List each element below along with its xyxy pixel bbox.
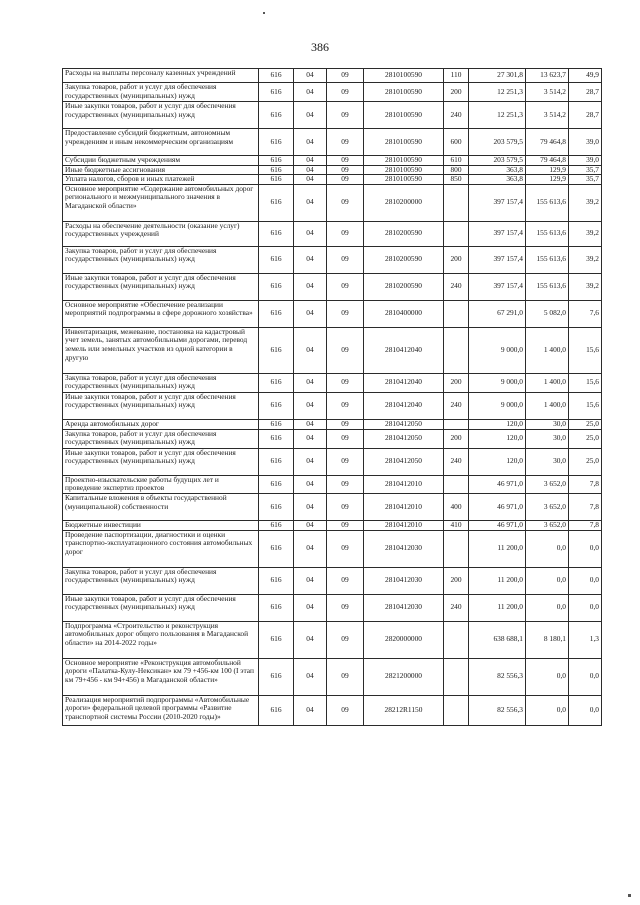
row-grbs-cell: 616 — [259, 327, 294, 373]
row-name-cell: Основное мероприятие «Обеспечение реализации мероприятий подпрограммы в сфере дорожного хозяйства» — [63, 300, 259, 327]
row-name-cell: Иные закупки товаров, работ и услуг для обеспечения государственных (муниципальных) нужд — [63, 392, 259, 419]
row-plan-cell: 120,0 — [469, 448, 526, 475]
row-percent-cell: 0,0 — [569, 530, 602, 567]
row-target-item-cell: 2810100590 — [364, 69, 444, 83]
row-percent-cell: 7,8 — [569, 475, 602, 493]
row-grbs-cell: 616 — [259, 594, 294, 621]
row-section-cell: 04 — [294, 594, 327, 621]
table-row — [63, 567, 602, 594]
row-expense-type-cell: 200 — [444, 429, 469, 448]
row-grbs-cell: 616 — [259, 156, 294, 166]
row-grbs-cell: 616 — [259, 221, 294, 246]
row-plan-cell: 11 200,0 — [469, 567, 526, 594]
row-target-item-cell: 2810100590 — [364, 175, 444, 185]
row-fact-cell: 0,0 — [526, 567, 569, 594]
row-target-item-cell: 2810200590 — [364, 221, 444, 246]
row-expense-type-cell — [444, 658, 469, 695]
row-grbs-cell: 616 — [259, 129, 294, 156]
row-expense-type-cell: 200 — [444, 246, 469, 273]
row-fact-cell: 0,0 — [526, 530, 569, 567]
row-grbs-cell: 616 — [259, 530, 294, 567]
row-percent-cell: 15,6 — [569, 392, 602, 419]
row-section-cell: 04 — [294, 273, 327, 300]
table-row — [63, 165, 602, 175]
row-fact-cell: 0,0 — [526, 594, 569, 621]
table-row — [63, 658, 602, 695]
table-row — [63, 327, 602, 373]
row-name-cell: Аренда автомобильных дорог — [63, 419, 259, 429]
row-fact-cell: 1 400,0 — [526, 392, 569, 419]
table-row — [63, 493, 602, 520]
row-percent-cell: 39,2 — [569, 184, 602, 221]
row-subsection-cell: 09 — [327, 594, 364, 621]
row-percent-cell: 7,8 — [569, 520, 602, 530]
row-section-cell: 04 — [294, 300, 327, 327]
row-name-cell: Иные закупки товаров, работ и услуг для обеспечения государственных (муниципальных) нужд — [63, 102, 259, 129]
table-row — [63, 300, 602, 327]
row-fact-cell: 155 613,6 — [526, 273, 569, 300]
row-subsection-cell: 09 — [327, 184, 364, 221]
row-grbs-cell: 616 — [259, 448, 294, 475]
table-row — [63, 373, 602, 392]
row-percent-cell: 35,7 — [569, 175, 602, 185]
row-target-item-cell: 2810100590 — [364, 102, 444, 129]
row-target-item-cell: 2821200000 — [364, 658, 444, 695]
row-plan-cell: 397 157,4 — [469, 221, 526, 246]
row-grbs-cell: 616 — [259, 184, 294, 221]
row-percent-cell: 39,0 — [569, 129, 602, 156]
row-subsection-cell: 09 — [327, 175, 364, 185]
row-expense-type-cell — [444, 530, 469, 567]
row-name-cell: Основное мероприятие «Содержание автомобильных дорог регионального и межмуниципального значения в Магаданской области» — [63, 184, 259, 221]
row-expense-type-cell: 240 — [444, 102, 469, 129]
row-expense-type-cell: 110 — [444, 69, 469, 83]
row-subsection-cell: 09 — [327, 246, 364, 273]
row-percent-cell: 7,8 — [569, 493, 602, 520]
row-name-cell: Инвентаризация, межевание, постановка на кадастровый учет земель, занятых автомобильными дорогами, перевод земель или земельных участков из одной категории в другую — [63, 327, 259, 373]
row-fact-cell: 155 613,6 — [526, 246, 569, 273]
row-percent-cell: 49,9 — [569, 69, 602, 83]
table-row — [63, 448, 602, 475]
row-name-cell: Закупка товаров, работ и услуг для обеспечения государственных (муниципальных) нужд — [63, 246, 259, 273]
row-grbs-cell: 616 — [259, 373, 294, 392]
row-fact-cell: 3 514,2 — [526, 83, 569, 102]
table-row — [63, 594, 602, 621]
row-section-cell: 04 — [294, 373, 327, 392]
row-plan-cell: 46 971,0 — [469, 493, 526, 520]
row-expense-type-cell: 240 — [444, 594, 469, 621]
table-row — [63, 429, 602, 448]
row-target-item-cell: 2810100590 — [364, 129, 444, 156]
row-plan-cell: 397 157,4 — [469, 246, 526, 273]
row-section-cell: 04 — [294, 530, 327, 567]
row-target-item-cell: 2810412040 — [364, 392, 444, 419]
row-grbs-cell: 616 — [259, 475, 294, 493]
row-subsection-cell: 09 — [327, 83, 364, 102]
table-row — [63, 102, 602, 129]
row-expense-type-cell: 410 — [444, 520, 469, 530]
row-plan-cell: 82 556,3 — [469, 658, 526, 695]
row-fact-cell: 3 652,0 — [526, 475, 569, 493]
row-fact-cell: 30,0 — [526, 448, 569, 475]
row-expense-type-cell — [444, 695, 469, 725]
row-grbs-cell: 616 — [259, 273, 294, 300]
row-grbs-cell: 616 — [259, 69, 294, 83]
row-section-cell: 04 — [294, 184, 327, 221]
row-fact-cell: 1 400,0 — [526, 327, 569, 373]
row-grbs-cell: 616 — [259, 658, 294, 695]
row-target-item-cell: 2810200590 — [364, 246, 444, 273]
row-subsection-cell: 09 — [327, 273, 364, 300]
table-row — [63, 419, 602, 429]
row-name-cell: Иные закупки товаров, работ и услуг для обеспечения государственных (муниципальных) нужд — [63, 448, 259, 475]
row-name-cell: Иные бюджетные ассигнования — [63, 165, 259, 175]
row-percent-cell: 15,6 — [569, 327, 602, 373]
row-fact-cell: 3 514,2 — [526, 102, 569, 129]
row-name-cell: Капитальные вложения в объекты государственной (муниципальной) собственности — [63, 493, 259, 520]
row-expense-type-cell — [444, 621, 469, 658]
row-percent-cell: 1,3 — [569, 621, 602, 658]
row-plan-cell: 46 971,0 — [469, 520, 526, 530]
row-fact-cell: 5 082,0 — [526, 300, 569, 327]
row-percent-cell: 15,6 — [569, 373, 602, 392]
row-section-cell: 04 — [294, 695, 327, 725]
row-plan-cell: 363,8 — [469, 175, 526, 185]
scan-dot — [263, 12, 265, 14]
row-section-cell: 04 — [294, 327, 327, 373]
row-fact-cell: 129,9 — [526, 165, 569, 175]
row-target-item-cell: 2810200590 — [364, 273, 444, 300]
row-subsection-cell: 09 — [327, 695, 364, 725]
row-name-cell: Иные закупки товаров, работ и услуг для обеспечения государственных (муниципальных) нужд — [63, 273, 259, 300]
row-section-cell: 04 — [294, 156, 327, 166]
row-subsection-cell: 09 — [327, 530, 364, 567]
row-percent-cell: 35,7 — [569, 165, 602, 175]
row-plan-cell: 120,0 — [469, 429, 526, 448]
row-expense-type-cell — [444, 327, 469, 373]
row-name-cell: Уплата налогов, сборов и иных платежей — [63, 175, 259, 185]
row-section-cell: 04 — [294, 429, 327, 448]
row-plan-cell: 120,0 — [469, 419, 526, 429]
table-row — [63, 530, 602, 567]
row-target-item-cell: 2810412040 — [364, 327, 444, 373]
row-plan-cell: 9 000,0 — [469, 373, 526, 392]
row-section-cell: 04 — [294, 175, 327, 185]
row-expense-type-cell: 610 — [444, 156, 469, 166]
row-percent-cell: 28,7 — [569, 102, 602, 129]
row-target-item-cell: 2810412040 — [364, 373, 444, 392]
row-grbs-cell: 616 — [259, 621, 294, 658]
table-row — [63, 520, 602, 530]
row-section-cell: 04 — [294, 475, 327, 493]
row-fact-cell: 8 180,1 — [526, 621, 569, 658]
table-row — [63, 156, 602, 166]
table-row — [63, 621, 602, 658]
row-expense-type-cell — [444, 300, 469, 327]
row-fact-cell: 13 623,7 — [526, 69, 569, 83]
row-name-cell: Проведение паспортизации, диагностики и оценки транспортно-эксплуатационного состояния автомобильных дорог — [63, 530, 259, 567]
row-target-item-cell: 2810412050 — [364, 419, 444, 429]
scan-dot — [628, 894, 631, 897]
row-section-cell: 04 — [294, 221, 327, 246]
row-name-cell: Иные закупки товаров, работ и услуг для обеспечения государственных (муниципальных) нужд — [63, 594, 259, 621]
row-section-cell: 04 — [294, 83, 327, 102]
row-section-cell: 04 — [294, 392, 327, 419]
table-row — [63, 695, 602, 725]
row-subsection-cell: 09 — [327, 102, 364, 129]
row-target-item-cell: 2810412030 — [364, 567, 444, 594]
row-plan-cell: 11 200,0 — [469, 530, 526, 567]
table-row — [63, 69, 602, 83]
row-name-cell: Бюджетные инвестиции — [63, 520, 259, 530]
row-name-cell: Расходы на выплаты персоналу казенных учреждений — [63, 69, 259, 83]
row-name-cell: Предоставление субсидий бюджетным, автономным учреждениям и иным некоммерческим организациям — [63, 129, 259, 156]
row-grbs-cell: 616 — [259, 419, 294, 429]
row-target-item-cell: 28212R1150 — [364, 695, 444, 725]
row-expense-type-cell: 240 — [444, 273, 469, 300]
row-plan-cell: 9 000,0 — [469, 392, 526, 419]
row-subsection-cell: 09 — [327, 392, 364, 419]
row-subsection-cell: 09 — [327, 429, 364, 448]
row-plan-cell: 12 251,3 — [469, 83, 526, 102]
row-expense-type-cell — [444, 475, 469, 493]
row-grbs-cell: 616 — [259, 102, 294, 129]
row-subsection-cell: 09 — [327, 419, 364, 429]
row-subsection-cell: 09 — [327, 493, 364, 520]
row-name-cell: Закупка товаров, работ и услуг для обеспечения государственных (муниципальных) нужд — [63, 373, 259, 392]
row-percent-cell: 0,0 — [569, 567, 602, 594]
row-percent-cell: 7,6 — [569, 300, 602, 327]
row-grbs-cell: 616 — [259, 429, 294, 448]
row-expense-type-cell: 240 — [444, 448, 469, 475]
row-subsection-cell: 09 — [327, 448, 364, 475]
row-subsection-cell: 09 — [327, 520, 364, 530]
row-section-cell: 04 — [294, 129, 327, 156]
row-grbs-cell: 616 — [259, 695, 294, 725]
row-subsection-cell: 09 — [327, 475, 364, 493]
row-target-item-cell: 2810400000 — [364, 300, 444, 327]
row-fact-cell: 129,9 — [526, 175, 569, 185]
row-fact-cell: 155 613,6 — [526, 221, 569, 246]
row-subsection-cell: 09 — [327, 300, 364, 327]
row-subsection-cell: 09 — [327, 567, 364, 594]
row-fact-cell: 0,0 — [526, 695, 569, 725]
row-section-cell: 04 — [294, 658, 327, 695]
row-plan-cell: 82 556,3 — [469, 695, 526, 725]
row-expense-type-cell: 240 — [444, 392, 469, 419]
row-name-cell: Закупка товаров, работ и услуг для обеспечения государственных (муниципальных) нужд — [63, 567, 259, 594]
row-grbs-cell: 616 — [259, 246, 294, 273]
row-target-item-cell: 2820000000 — [364, 621, 444, 658]
row-target-item-cell: 2810412010 — [364, 475, 444, 493]
row-expense-type-cell: 850 — [444, 175, 469, 185]
page-number: 386 — [311, 40, 329, 54]
row-expense-type-cell: 200 — [444, 567, 469, 594]
row-name-cell: Закупка товаров, работ и услуг для обеспечения государственных (муниципальных) нужд — [63, 429, 259, 448]
row-expense-type-cell: 600 — [444, 129, 469, 156]
row-target-item-cell: 2810412010 — [364, 520, 444, 530]
row-subsection-cell: 09 — [327, 327, 364, 373]
row-plan-cell: 46 971,0 — [469, 475, 526, 493]
row-percent-cell: 39,2 — [569, 246, 602, 273]
row-target-item-cell: 2810200000 — [364, 184, 444, 221]
row-plan-cell: 12 251,3 — [469, 102, 526, 129]
row-name-cell: Реализация мероприятий подпрограммы «Автомобильные дороги» федеральной целевой программы «Развитие транспортной системы России (2010-2020 годы)» — [63, 695, 259, 725]
row-fact-cell: 79 464,8 — [526, 129, 569, 156]
row-percent-cell: 25,0 — [569, 419, 602, 429]
table-row — [63, 129, 602, 156]
row-percent-cell: 39,2 — [569, 221, 602, 246]
row-percent-cell: 25,0 — [569, 448, 602, 475]
row-grbs-cell: 616 — [259, 175, 294, 185]
row-expense-type-cell: 800 — [444, 165, 469, 175]
table-row — [63, 246, 602, 273]
table-row — [63, 175, 602, 185]
row-expense-type-cell — [444, 419, 469, 429]
row-name-cell: Подпрограмма «Строительство и реконструкция автомобильных дорог общего пользования в Магаданской области» на 2014-2022 годы» — [63, 621, 259, 658]
table-body — [63, 69, 602, 726]
row-plan-cell: 203 579,5 — [469, 129, 526, 156]
row-target-item-cell: 2810412010 — [364, 493, 444, 520]
budget-table — [62, 68, 602, 726]
row-section-cell: 04 — [294, 493, 327, 520]
row-fact-cell: 1 400,0 — [526, 373, 569, 392]
row-grbs-cell: 616 — [259, 520, 294, 530]
row-plan-cell: 363,8 — [469, 165, 526, 175]
row-percent-cell: 39,2 — [569, 273, 602, 300]
row-target-item-cell: 2810100590 — [364, 83, 444, 102]
row-percent-cell: 0,0 — [569, 658, 602, 695]
row-name-cell: Субсидии бюджетным учреждениям — [63, 156, 259, 166]
row-expense-type-cell: 400 — [444, 493, 469, 520]
row-subsection-cell: 09 — [327, 658, 364, 695]
row-target-item-cell: 2810100590 — [364, 165, 444, 175]
row-section-cell: 04 — [294, 102, 327, 129]
row-grbs-cell: 616 — [259, 567, 294, 594]
row-subsection-cell: 09 — [327, 69, 364, 83]
row-plan-cell: 203 579,5 — [469, 156, 526, 166]
row-plan-cell: 67 291,0 — [469, 300, 526, 327]
row-grbs-cell: 616 — [259, 392, 294, 419]
row-fact-cell: 30,0 — [526, 429, 569, 448]
row-section-cell: 04 — [294, 448, 327, 475]
row-plan-cell: 9 000,0 — [469, 327, 526, 373]
row-fact-cell: 30,0 — [526, 419, 569, 429]
row-subsection-cell: 09 — [327, 621, 364, 658]
row-plan-cell: 397 157,4 — [469, 184, 526, 221]
row-percent-cell: 39,0 — [569, 156, 602, 166]
table-row — [63, 273, 602, 300]
row-section-cell: 04 — [294, 520, 327, 530]
row-section-cell: 04 — [294, 165, 327, 175]
row-subsection-cell: 09 — [327, 221, 364, 246]
row-expense-type-cell — [444, 184, 469, 221]
row-target-item-cell: 2810412030 — [364, 594, 444, 621]
row-subsection-cell: 09 — [327, 165, 364, 175]
row-plan-cell: 27 301,8 — [469, 69, 526, 83]
row-fact-cell: 3 652,0 — [526, 520, 569, 530]
row-subsection-cell: 09 — [327, 156, 364, 166]
row-target-item-cell: 2810412050 — [364, 429, 444, 448]
table-row — [63, 221, 602, 246]
row-percent-cell: 0,0 — [569, 594, 602, 621]
row-plan-cell: 11 200,0 — [469, 594, 526, 621]
row-fact-cell: 79 464,8 — [526, 156, 569, 166]
row-name-cell: Проектно-изыскательские работы будущих лет и проведение экспертиз проектов — [63, 475, 259, 493]
table-row — [63, 392, 602, 419]
row-expense-type-cell — [444, 221, 469, 246]
row-grbs-cell: 616 — [259, 493, 294, 520]
row-target-item-cell: 2810412030 — [364, 530, 444, 567]
row-target-item-cell: 2810100590 — [364, 156, 444, 166]
row-grbs-cell: 616 — [259, 165, 294, 175]
row-section-cell: 04 — [294, 621, 327, 658]
row-percent-cell: 25,0 — [569, 429, 602, 448]
row-fact-cell: 155 613,6 — [526, 184, 569, 221]
row-name-cell: Основное мероприятие «Реконструкция автомобильной дороги «Палатка-Кулу-Нексикан» км 79 +456-км 100 (I этап км 79+456 - км 94+456) в Магаданской области» — [63, 658, 259, 695]
row-name-cell: Расходы на обеспечение деятельности (оказание услуг) государственных учреждений — [63, 221, 259, 246]
row-expense-type-cell: 200 — [444, 83, 469, 102]
row-section-cell: 04 — [294, 69, 327, 83]
row-subsection-cell: 09 — [327, 129, 364, 156]
row-section-cell: 04 — [294, 567, 327, 594]
row-percent-cell: 0,0 — [569, 695, 602, 725]
row-target-item-cell: 2810412050 — [364, 448, 444, 475]
row-section-cell: 04 — [294, 419, 327, 429]
table-row — [63, 475, 602, 493]
row-fact-cell: 3 652,0 — [526, 493, 569, 520]
row-name-cell: Закупка товаров, работ и услуг для обеспечения государственных (муниципальных) нужд — [63, 83, 259, 102]
row-expense-type-cell: 200 — [444, 373, 469, 392]
row-plan-cell: 638 688,1 — [469, 621, 526, 658]
row-plan-cell: 397 157,4 — [469, 273, 526, 300]
row-subsection-cell: 09 — [327, 373, 364, 392]
row-grbs-cell: 616 — [259, 83, 294, 102]
row-fact-cell: 0,0 — [526, 658, 569, 695]
row-grbs-cell: 616 — [259, 300, 294, 327]
row-section-cell: 04 — [294, 246, 327, 273]
row-percent-cell: 28,7 — [569, 83, 602, 102]
table-row — [63, 184, 602, 221]
table-row — [63, 83, 602, 102]
